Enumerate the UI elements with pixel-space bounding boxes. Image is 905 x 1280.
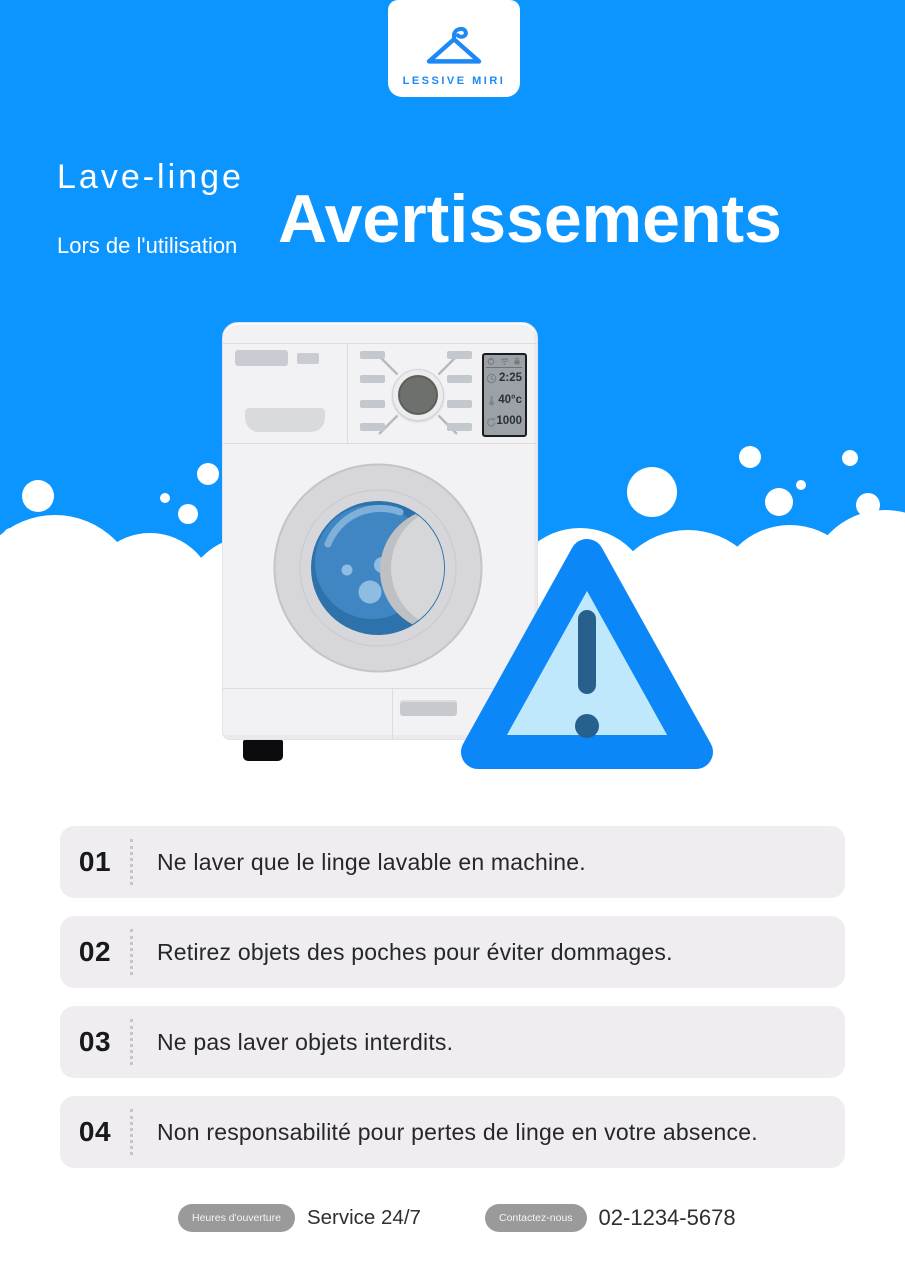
program-mark bbox=[447, 400, 472, 408]
dotted-divider bbox=[130, 1109, 133, 1155]
spin-icon bbox=[486, 417, 496, 428]
phone-number: 02-1234-5678 bbox=[598, 1205, 736, 1230]
hours-badge: Heures d'ouverture bbox=[178, 1204, 295, 1232]
display-temperature: 40°c bbox=[498, 393, 522, 406]
dial-knob bbox=[398, 375, 438, 415]
brand-name: LESSIVE MIRI bbox=[402, 75, 506, 87]
dotted-divider bbox=[130, 929, 133, 975]
display-spin-speed: 1000 bbox=[496, 415, 522, 428]
warning-row-1 bbox=[60, 826, 845, 898]
warning-text: Ne pas laver objets interdits. bbox=[157, 1028, 454, 1055]
program-mark bbox=[360, 375, 385, 383]
program-mark bbox=[447, 375, 472, 383]
lock-icon bbox=[513, 357, 521, 365]
machine-foot bbox=[243, 740, 283, 761]
display-time: 2:25 bbox=[498, 372, 522, 385]
display-time-row bbox=[486, 368, 522, 390]
display-temp-row bbox=[486, 390, 522, 412]
clock-icon bbox=[486, 373, 497, 384]
hanger-icon bbox=[422, 21, 486, 71]
program-mark bbox=[447, 351, 472, 359]
warning-number: 01 bbox=[78, 846, 112, 877]
poster-category: Lave-linge bbox=[57, 158, 244, 196]
warning-number: 02 bbox=[78, 936, 112, 967]
warning-row-4 bbox=[60, 1096, 845, 1168]
kick-panel-handle bbox=[400, 700, 457, 716]
warning-row-3 bbox=[60, 1006, 845, 1078]
warning-row-2 bbox=[60, 916, 845, 988]
warning-number: 04 bbox=[78, 1116, 112, 1147]
opening-hours bbox=[178, 1204, 421, 1232]
warning-list bbox=[60, 826, 845, 1186]
kick-panel-divider bbox=[392, 689, 393, 739]
wifi-icon bbox=[500, 357, 509, 365]
warning-text: Retirez objets des poches pour éviter dommages. bbox=[157, 938, 673, 965]
machine-display bbox=[482, 353, 527, 437]
contact-info bbox=[485, 1204, 736, 1232]
display-spin-row bbox=[486, 411, 522, 433]
power-icon bbox=[487, 357, 495, 365]
contact-badge: Contactez-nous bbox=[485, 1204, 587, 1232]
program-dial bbox=[392, 369, 444, 421]
program-mark bbox=[360, 423, 385, 431]
display-status-row bbox=[486, 356, 522, 368]
warning-text: Ne laver que le linge lavable en machine. bbox=[157, 848, 586, 875]
hours-value: Service 24/7 bbox=[306, 1206, 421, 1229]
warning-text: Non responsabilité pour pertes de linge en votre absence. bbox=[157, 1118, 758, 1145]
dotted-divider bbox=[130, 1019, 133, 1065]
brand-logo-card bbox=[388, 0, 520, 97]
warning-number: 03 bbox=[78, 1026, 112, 1057]
thermometer-icon bbox=[486, 395, 497, 406]
poster-title: Avertissements bbox=[278, 181, 782, 257]
program-mark bbox=[447, 423, 472, 431]
dotted-divider bbox=[130, 839, 133, 885]
program-mark bbox=[360, 351, 385, 359]
exclamation-triangle-icon bbox=[452, 526, 722, 780]
poster-subtitle: Lors de l'utilisation bbox=[57, 233, 238, 258]
program-mark bbox=[360, 400, 385, 408]
